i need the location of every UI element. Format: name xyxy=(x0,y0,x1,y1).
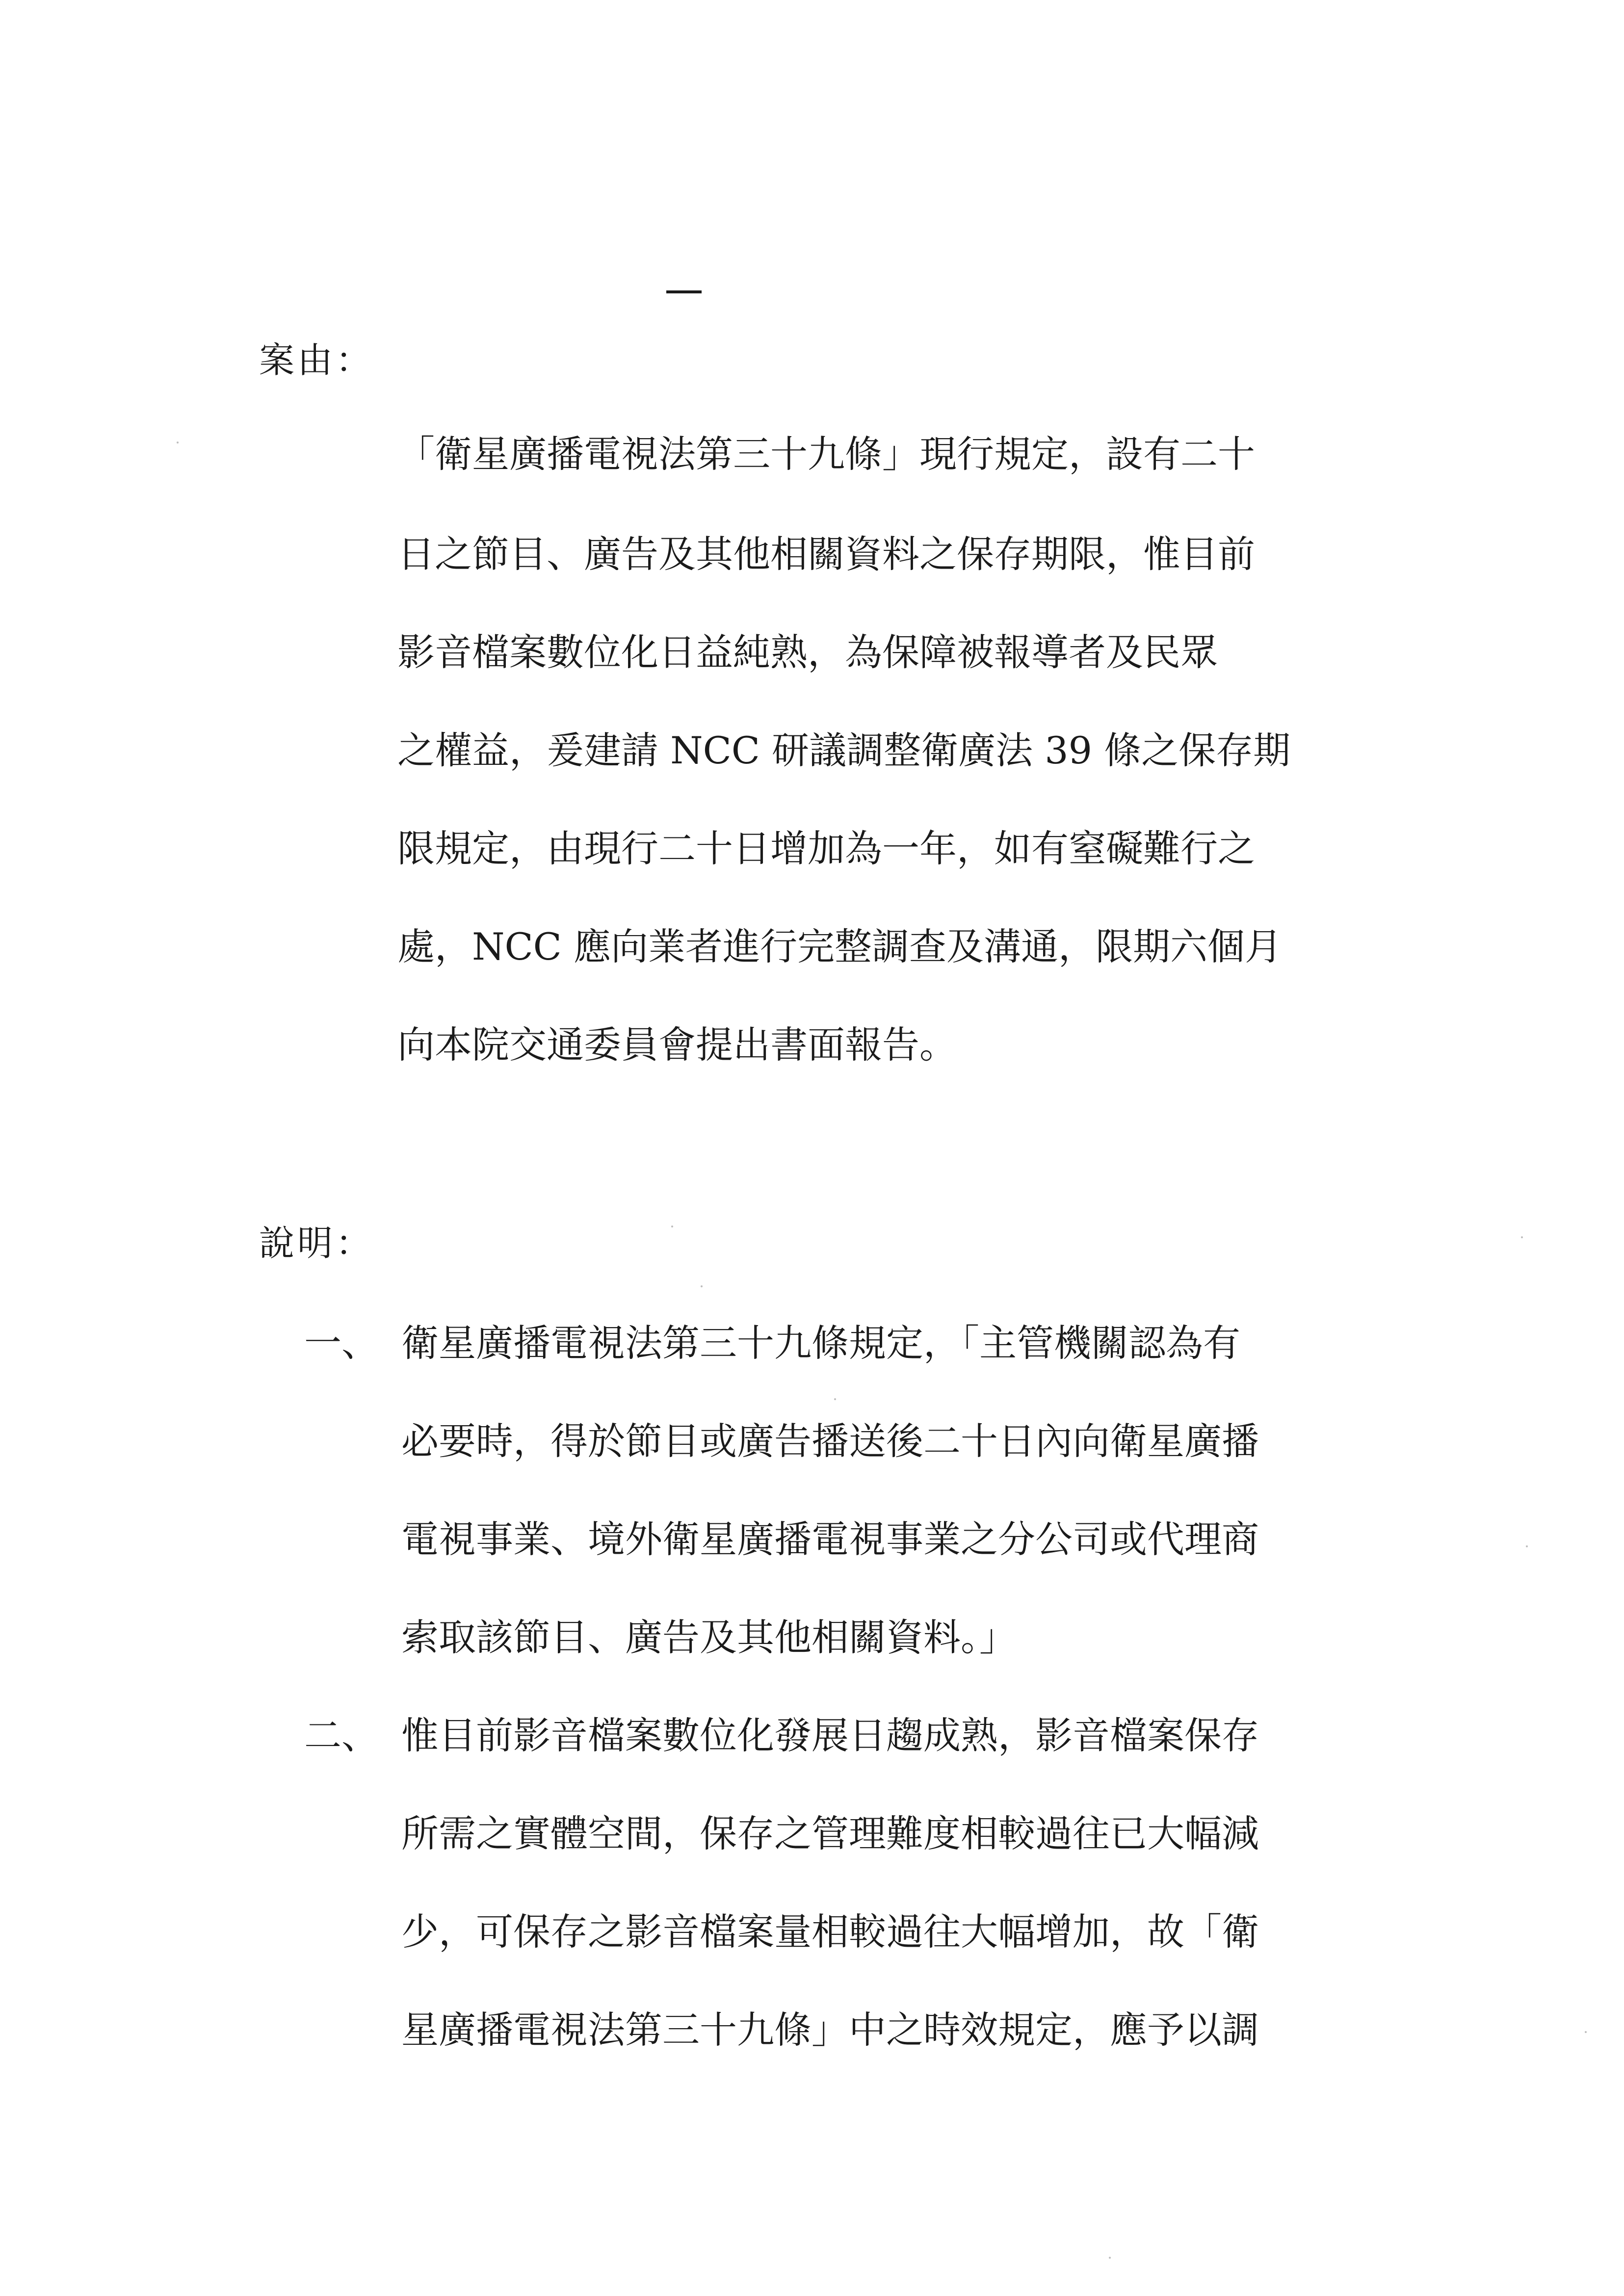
item1-line-3: 電視事業、境外衛星廣播電視事業之分公司或代理商 xyxy=(401,1517,1259,1561)
section-heading-case: 案由： xyxy=(259,339,374,381)
case-line-6: 處，NCC 應向業者進行完整調查及溝通，限期六個月 xyxy=(397,925,1282,968)
item2-line-1: 惟目前影音檔案數位化發展日趨成熟，影音檔案保存 xyxy=(401,1714,1259,1757)
item-number-1: 一、 xyxy=(304,1321,379,1365)
scan-speck xyxy=(834,1398,836,1400)
scan-speck xyxy=(701,1285,703,1287)
section-heading-explanation: 說明： xyxy=(259,1223,374,1264)
case-line-3: 影音檔案數位化日益純熟，為保障被報導者及民眾 xyxy=(397,630,1218,674)
scan-speck xyxy=(1585,2031,1587,2033)
case-line-1: 「衛星廣播電視法第三十九條」現行規定，設有二十 xyxy=(397,432,1255,476)
item1-line-1: 衛星廣播電視法第三十九條規定，「主管機關認為有 xyxy=(401,1321,1240,1365)
item2-line-2: 所需之實體空間，保存之管理難度相較過往已大幅減 xyxy=(401,1812,1259,1855)
item1-line-2: 必要時，得於節目或廣告播送後二十日內向衛星廣播 xyxy=(401,1419,1259,1463)
scan-speck xyxy=(1521,1236,1523,1238)
case-line-4: 之權益，爰建請 NCC 研議調整衛廣法 39 條之保存期 xyxy=(397,729,1291,772)
scan-speck xyxy=(1109,2257,1111,2259)
item1-line-4: 索取該節目、廣告及其他相關資料。」 xyxy=(401,1616,1017,1659)
scan-speck xyxy=(1526,1545,1528,1547)
page-mark xyxy=(666,290,702,293)
case-line-7: 向本院交通委員會提出書面報告。 xyxy=(397,1023,957,1067)
item2-line-3: 少，可保存之影音檔案量相較過往大幅增加，故「衛 xyxy=(401,1910,1259,1954)
case-line-2: 日之節目、廣告及其他相關資料之保存期限，惟目前 xyxy=(397,532,1255,576)
scan-speck xyxy=(671,1226,673,1227)
case-line-5: 限規定，由現行二十日增加為一年，如有窒礙難行之 xyxy=(397,827,1255,870)
item-number-2: 二、 xyxy=(304,1714,379,1757)
item2-line-4: 星廣播電視法第三十九條」中之時效規定，應予以調 xyxy=(401,2008,1259,2052)
scan-speck xyxy=(177,442,179,444)
